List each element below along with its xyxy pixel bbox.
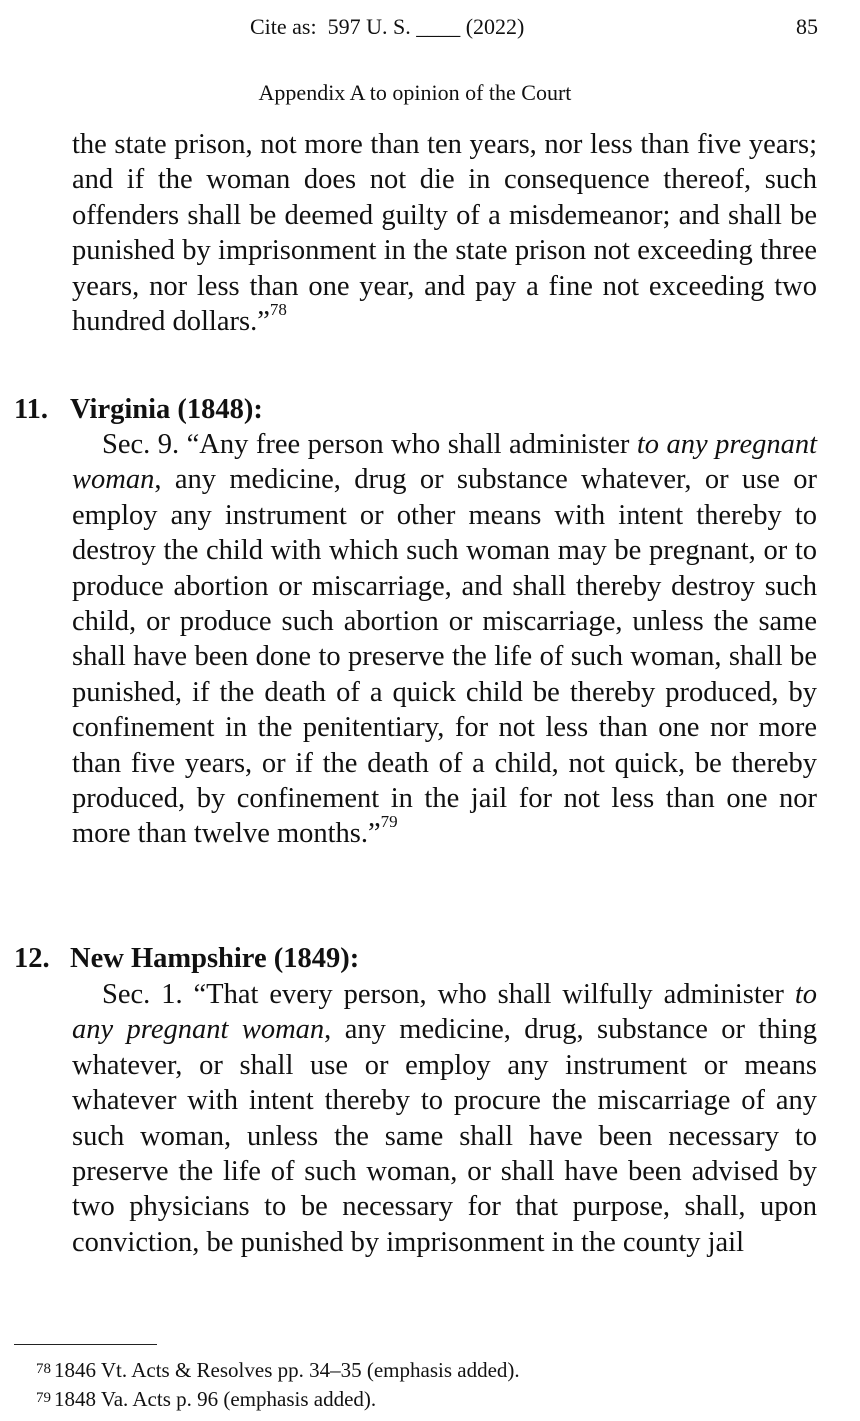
footnote-text: 1846 Vt. Acts & Resolves pp. 34–35 (emphasis added). xyxy=(54,1358,520,1382)
statute-paragraph-new-hampshire xyxy=(72,977,817,1260)
section-title: New Hampshire (1849): xyxy=(70,943,360,974)
continuation-text: the state prison, not more than ten years, nor less than five years; and if the woman does not die in consequence thereof, such offenders shall be deemed guilty of a misdemeanor; and shall be punished by imprisonment in the state prison not exceeding three years, nor less than one year, and pay a fine not exceeding two hundred dollars.” xyxy=(72,129,817,338)
footnote-number: 78 xyxy=(36,1361,51,1377)
footnote-ref-78: 78 xyxy=(269,300,287,320)
statute-text: , any medicine, drug, substance or thing whatever, or shall use or employ any instrument or means whatever with intent thereby to procure the miscarriage of any such woman, unless the same shall have been necessary to preserve the life of such woman, or shall have been advised by two physicians to be necessary for that purpose, shall, upon conviction, be punished by imprisonment in the county jail xyxy=(72,1014,817,1258)
footnote-number: 79 xyxy=(36,1390,51,1406)
statute-paragraph-virginia xyxy=(72,427,817,852)
footnote-78 xyxy=(36,1356,520,1384)
footnote-divider xyxy=(14,1344,157,1345)
section-number: 12. xyxy=(14,943,50,974)
footnote-ref-79: 79 xyxy=(380,812,398,832)
section-heading-virginia xyxy=(14,392,263,427)
appendix-subheading: Appendix A to opinion of the Court xyxy=(258,80,572,105)
footnote-79 xyxy=(36,1385,376,1413)
statute-lead: Sec. 9. “Any free person who shall administer xyxy=(102,429,637,460)
running-header xyxy=(0,14,860,44)
citation-header: Cite as: 597 U. S. ____ (2022) xyxy=(250,14,525,39)
statute-text: , any medicine, drug or substance whatever, or use or employ any instrument or other means with intent thereby to destroy the child with which such woman may be pregnant, or to produce abortion or miscarriage, and shall thereby destroy such child, or produce such abortion or miscarriage, unless the same shall have been done to preserve the life of such woman, shall be punished, if the death of a quick child be thereby produced, by confinement in the penitentiary, for not less than one nor more than five years, or if the death of a child, not quick, be thereby produced, by confinement in the jail for not less than one nor more than twelve months.” xyxy=(72,464,817,850)
section-heading-new-hampshire xyxy=(14,941,359,976)
statute-lead: Sec. 1. “That every person, who shall wilfully administer xyxy=(102,979,795,1010)
footnote-text: 1848 Va. Acts p. 96 (emphasis added). xyxy=(54,1387,377,1411)
continuation-paragraph xyxy=(72,127,817,339)
statute-emphasis: to any pregnant woman xyxy=(72,429,818,496)
page-number: 85 xyxy=(796,14,818,39)
section-title: Virginia (1848): xyxy=(70,394,263,425)
statute-emphasis: to any pregnant woman xyxy=(72,979,817,1046)
section-number: 11. xyxy=(14,394,49,425)
